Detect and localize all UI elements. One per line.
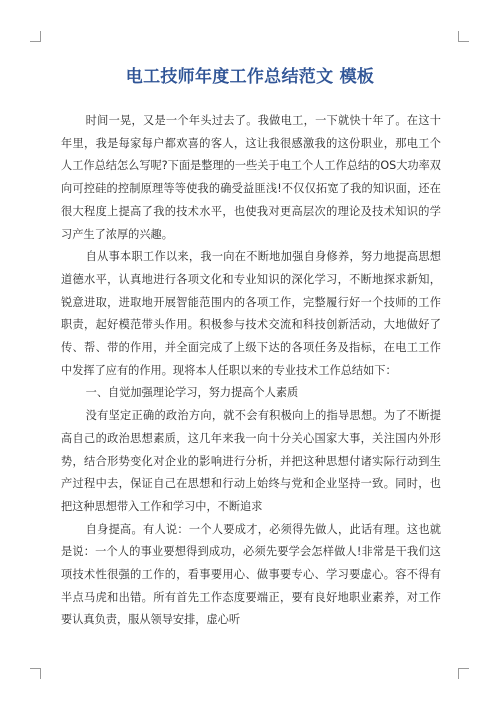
crop-mark-bottom-right bbox=[458, 668, 469, 679]
paragraph-self-improvement: 自身提高。有人说：一个人要成才，必须得先做人，此话有理。这也就是说：一个人的事业要想得到成功，必须先要学会怎样做人!非常是干我们这项技术性很强的工作的，看事要用心、做事要专心、学习要虚心。容不得有半点马虎和出错。所有首先工作态度要端正，要有良好地职业素养，对工作要认真负责，服从领导安排，虚心听 bbox=[61, 522, 441, 627]
crop-mark-top-left bbox=[30, 31, 41, 42]
document-body bbox=[61, 110, 441, 632]
paragraph-work-summary: 自从事本职工作以来，我一向在不断地加强自身修养，努力地提高思想道德水平，认真地进行各项文化和专业知识的深化学习，不断地探求新知，锐意进取，进取地开展智能范围内的各项工作，完整履行好一个技师的工作职责，起好模范带头作用。积极参与技术交流和科技创新活动，大地做好了传、帮、带的作用，并全面完成了上级下达的各项任务及指标，在电工工作中发挥了应有的作用。现将本人任职以来的专业技术工作总结如下： bbox=[61, 250, 441, 377]
crop-mark-bottom-left bbox=[30, 668, 41, 679]
document-title: 电工技师年度工作总结范文 模板 bbox=[125, 67, 375, 87]
crop-mark-top-right bbox=[458, 31, 469, 42]
paragraph-political: 没有坚定正确的政治方向，就不会有积极向上的指导思想。为了不断提高自己的政治思想素质，这几年来我一向十分关心国家大事，关注国内外形势，结合形势变化对企业的影响进行分析，并把这种思想付诸实际行动到生产过程中去，保证自己在思想和行动上始终与党和企业坚持一致。同时，也把这种思想带入工作和学习中，不断追求 bbox=[61, 409, 441, 513]
paragraph-intro: 时间一晃，又是一个年头过去了。我做电工，一下就快十年了。在这十年里，我是每家每户都欢喜的客人，这让我很感激我的这份职业，那电工个人工作总结怎么写呢?下面是整理的一些关于电工个人工作总结的OS大功率双向可控硅的控制原理等等使我的确受益匪浅!不仅仅拓宽了我的知识面，还在很大程度上提高了我的技术水平，也使我对更高层次的理论及技术知识的学习产生了浓厚的兴趣。 bbox=[61, 114, 441, 241]
section-heading-1: 一、自觉加强理论学习，努力提高个人素质 bbox=[85, 386, 299, 400]
